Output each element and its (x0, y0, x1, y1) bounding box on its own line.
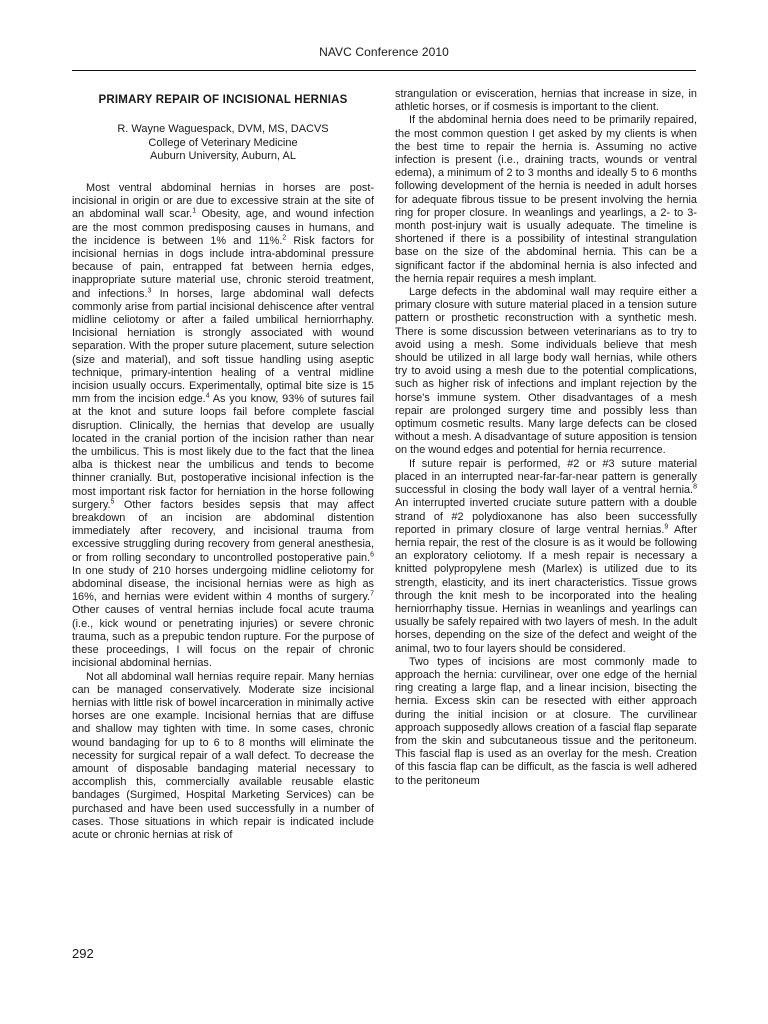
citation-ref: 6 (370, 551, 374, 559)
paragraph-conservative: Not all abdominal wall hernias require repair. Many hernias can be managed conservatively. Moderate size incisional hernias with little risk of bowel incarceration in minimally active horses are one example. Incisional hernias that are diffuse and shallow may tighten with time. In some cases, chronic wound bandaging for up to 6 to 8 months will eliminate the necessity for surgical repair of a wall defect. To decrease the amount of disposable bandaging material necessary to accomplish this, commercially available reusable elastic bandages (Surgimed, Hospital Marketing Services) can be purchased and have been used successfully in a number of cases. Those situations in which repair is indicated include acute or chronic hernias at risk of (72, 670, 374, 841)
text-run: After hernia repair, the rest of the closure is as it would be following an exploratory celiotomy. If a mesh repair is necessary a knitted polypropylene mesh (Marlex) is utilized due to its strength, elasticity, and its inert characteristics. Tissue grows through the knit mesh to be incorporated into the healing herniorrhaphy tissue. Hernias in weanlings and yearlings can usually be safely repaired with two layers of mesh. In the adult horses, depending on the size of the defect and weight of the animal, two to four layers should be considered. (395, 523, 697, 655)
author-university: Auburn University, Auburn, AL (150, 150, 296, 163)
paragraph-suture-repair (395, 458, 697, 656)
paragraph-large-defects: Large defects in the abdominal wall may require either a primary closure with suture material placed in a tension suture pattern or prosthetic reconstruction with a synthetic mesh. There is some discussion between veterinarians as to try to avoid using a mesh. Some individuals believe that mesh should be utilized in all large body wall hernias, while others try to avoid using a mesh due to the potential complications, such as higher risk of infections and implant rejection by the horse's immune system. Other disadvantages of a mesh repair are prolonged surgery time and possibly less than optimum cosmetic results. Many large defects can be closed without a mesh. A disadvantage of suture apposition is tension on the wound edges and potential for hernia recurrence. (395, 286, 697, 457)
text-run: Risk factors for incisional hernias in dogs include intra-abdominal pressure because of pain, entrapped fat between hernia edges, inappropriate suture material use, chronic steroid treatment, and infections. (72, 234, 374, 300)
text-run: In one study of 210 horses undergoing midline celiotomy for abdominal disease, the incisional hernias were as high as 16%, and hernias were evident within 4 months of surgery. (72, 564, 374, 604)
left-column (72, 88, 374, 842)
citation-ref: 5 (110, 498, 115, 506)
text-run: As you know, 93% of sutures fail at the knot and suture loops fail before complete fascial disruption. Clinically, the hernias that develop are usually located in the cranial portion of the incision rather than near the umbilicus. This is most likely due to the fact that the linea alba is thickest near the umbilicus and tends to become thinner cranially. But, postoperative incisional infection is the most important risk factor for herniation in the horse following surgery. (72, 393, 374, 511)
author-name: R. Wayne Waguespack, DVM, MS, DACVS (117, 123, 329, 136)
citation-ref: 2 (282, 234, 287, 242)
text-run: Other causes of ventral hernias include focal acute trauma (i.e., kick wound or penetrating injuries) or severe chronic trauma, such as a prepubic tendon rupture. For the purpose of these proceedings, I will focus on the repair of chronic incisional abdominal hernias. (72, 604, 374, 670)
text-run: Other factors besides sepsis that may affect breakdown of an incision are abdominal distention immediately after recovery, and incisional trauma from excessive struggling during recovery from general anesthesia, or from rolling secondary to uncontrolled postoperative pain. (72, 498, 374, 564)
paragraph-timing: If the abdominal hernia does need to be primarily repaired, the most common question I get asked by my clients is when the best time to repair the hernia is. Assuming no active infection is present (i.e., draining tracts, wounds or ventral edema), a minimum of 2 to 3 months and ideally 5 to 6 months following development of the hernia is needed in adult horses for adequate fibrous tissue to be present involving the hernia ring for proper closure. In weanlings and yearlings, a 2- to 3-month post-injury wait is usually adequate. The timeline is shortened if there is a possibility of intestinal strangulation base on the size of the abdominal hernia. This can be a significant factor if the abdominal hernia is also infected and the hernia repair requires a mesh implant. (395, 114, 697, 285)
paragraph-continued: strangulation or evisceration, hernias that increase in size, in athletic horses, or if cosmesis is important to the client. (395, 88, 697, 114)
text-run: Obesity, age, and wound infection are the most common predisposing causes in humans, and the incidence is between 1% and 11%. (72, 208, 375, 247)
author-college: College of Veterinary Medicine (148, 136, 298, 149)
text-run: Most ventral abdominal hernias in horses are post-incisional in origin or are due to excessive strain at the site of an abdominal wall scar. (72, 181, 374, 221)
citation-ref: 3 (147, 286, 152, 294)
paragraph-intro (72, 182, 374, 671)
text-run: An interrupted inverted cruciate suture pattern with a double strand of #2 polydioxanone has also been successfully reported in primary closure of large ventral hernias. (395, 497, 697, 536)
text-run: If suture repair is performed, #2 or #3 suture material placed in an interrupted near-far-far-near pattern is generally successful in closing the body wall layer of a ventral hernia. (395, 457, 697, 497)
text-run: In horses, large abdominal wall defects commonly arise from partial incisional dehiscence after ventral midline celiotomy or after a failed umbilical herniorrhaphy. Incisional herniation is strongly associated with wound separation. With the proper suture placement, suture selection (size and material), and soft tissue handling using aseptic technique, primary-intention healing of a ventral midline incision usually occurs. Experimentally, optimal bite size is 15 mm from the incision edge. (72, 287, 375, 406)
citation-ref: 8 (693, 483, 697, 491)
citation-ref: 1 (192, 207, 197, 215)
right-column (395, 88, 697, 788)
author-block (72, 123, 374, 164)
citation-ref: 4 (205, 392, 210, 400)
citation-ref: 7 (370, 590, 374, 598)
page-number: 292 (72, 946, 94, 961)
running-header: NAVC Conference 2010 (319, 45, 449, 59)
article-title: PRIMARY REPAIR OF INCISIONAL HERNIAS (98, 94, 348, 106)
header-rule (72, 70, 696, 71)
citation-ref: 9 (664, 523, 669, 531)
paragraph-incisions: Two types of incisions are most commonly made to approach the hernia: curvilinear, over one edge of the hernial ring creating a large flap, and a linear incision, bisecting the hernia. Excess skin can be resected with either approach during the initial incision or at closure. The curvilinear approach supposedly allows creation of a fascial flap separate from the skin and subcutaneous tissue and the peritoneum. This fascial flap is used as an overlay for the mesh. Creation of this fascia flap can be difficult, as the fascia is well adhered to the peritoneum (395, 655, 697, 787)
